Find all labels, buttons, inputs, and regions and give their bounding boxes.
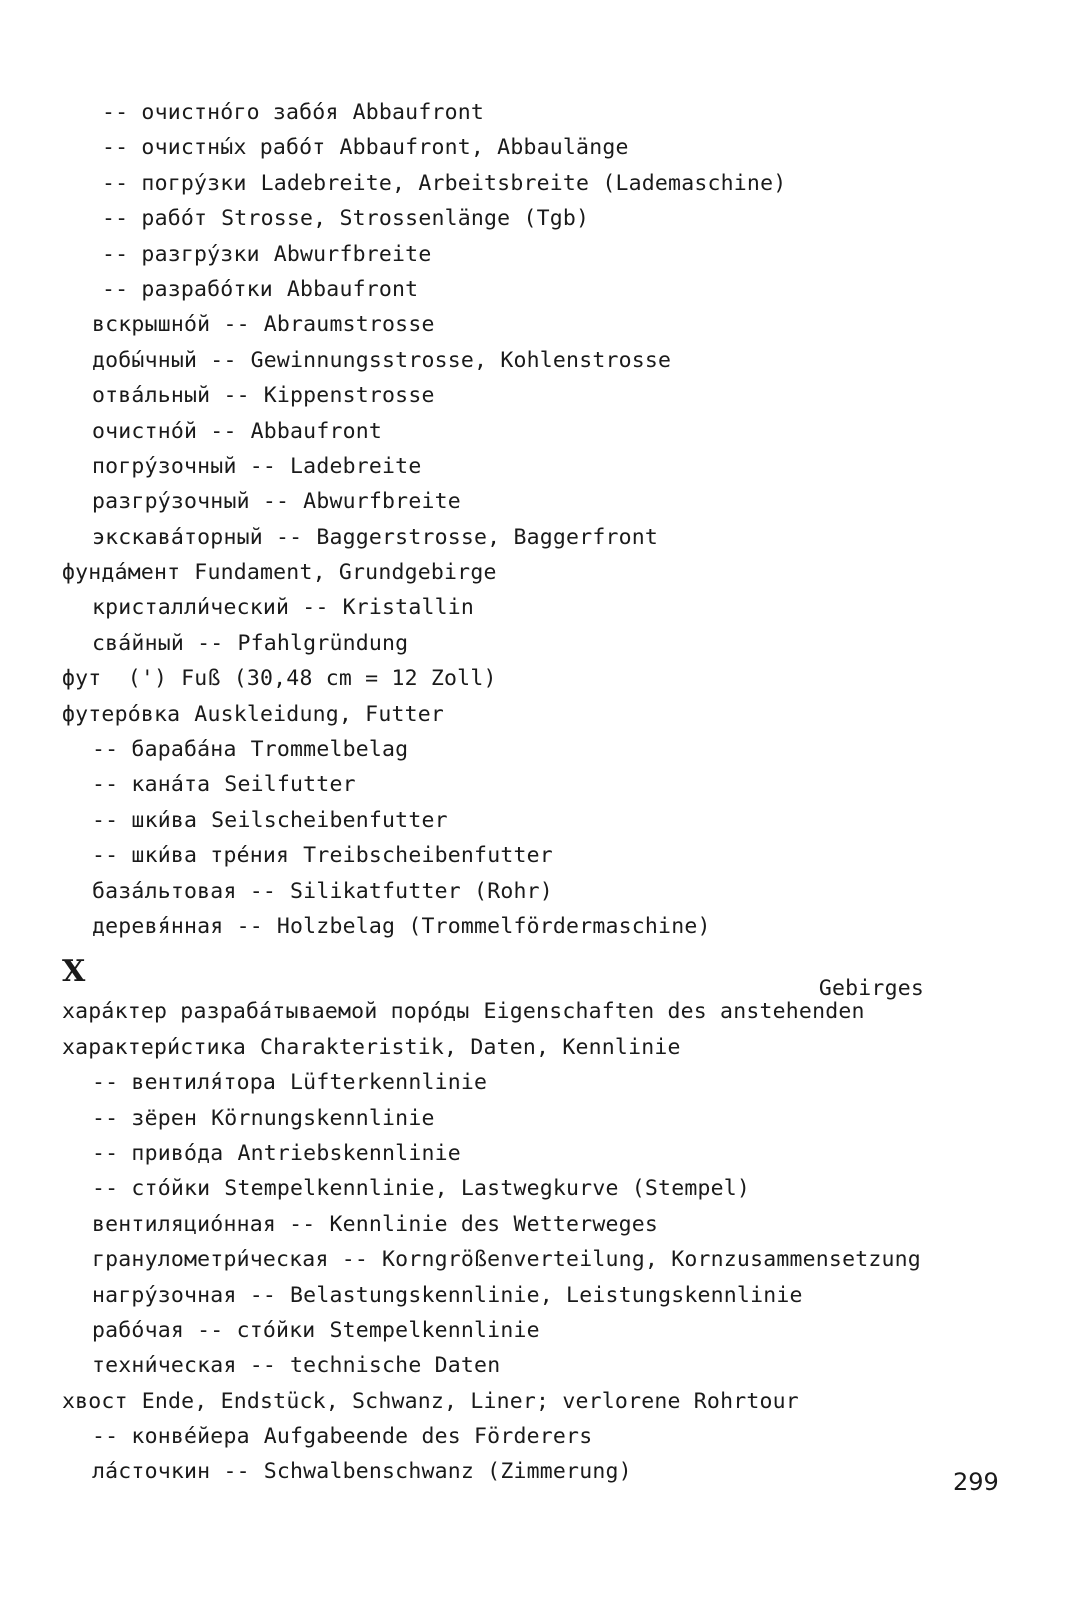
dictionary-entry — [62, 201, 1042, 236]
german-translation: Strosse, Strossenlänge (Tgb) — [221, 206, 590, 232]
russian-term: хара́ктер разраба́тываемой поро́ды — [62, 999, 470, 1025]
russian-term: -- сто́йки — [92, 1176, 211, 1202]
german-translation: Kristallin — [342, 595, 475, 621]
russian-term: ла́сточкин -- — [92, 1459, 250, 1485]
russian-term: разгру́зочный -- — [92, 489, 290, 515]
german-translation: Ladebreite — [290, 453, 422, 479]
russian-term: -- бараба́на — [92, 737, 237, 763]
russian-term: рабо́чая -- сто́йки — [92, 1317, 316, 1343]
dictionary-entry — [62, 1207, 1042, 1242]
russian-term: деревя́нная -- — [92, 913, 263, 939]
russian-term: нагру́зочная -- — [92, 1282, 277, 1308]
russian-term: -- зёрен — [92, 1105, 198, 1131]
russian-term: -- конве́йера — [92, 1424, 250, 1450]
dictionary-entry — [62, 803, 1042, 838]
dictionary-entry — [62, 661, 1042, 696]
russian-term: -- очистно́го забо́я — [102, 100, 339, 125]
german-translation: Abraumstrosse — [263, 312, 435, 338]
russian-term: сва́йный -- — [92, 630, 224, 656]
russian-term: отва́льный -- — [92, 383, 250, 409]
russian-term: фунда́мент — [62, 560, 181, 586]
russian-term: гранулометри́ческая -- — [92, 1247, 369, 1273]
russian-term: очистно́й -- — [92, 418, 237, 444]
dictionary-entry — [62, 237, 1042, 272]
dictionary-entry — [62, 590, 1042, 625]
russian-term: хвост — [62, 1388, 128, 1414]
russian-term: -- очистны́х рабо́т — [102, 135, 326, 161]
dictionary-entry — [62, 449, 1042, 484]
german-translation: Abbaufront, Abbaulänge — [339, 135, 629, 161]
russian-term: -- шки́ва тре́ния — [92, 843, 290, 869]
german-translation: Baggerstrosse, Baggerfront — [316, 524, 659, 550]
german-translation: Lüfterkennlinie — [290, 1070, 488, 1096]
german-translation: Gewinnungsstrosse, Kohlenstrosse — [250, 347, 672, 373]
translation-continuation: Gebirges — [818, 976, 924, 1002]
dictionary-entry — [62, 1313, 1042, 1348]
russian-term: вскрышно́й -- — [92, 312, 250, 338]
german-translation: Abbaufront — [352, 100, 485, 125]
russian-term: -- разгру́зки — [102, 241, 260, 267]
dictionary-entry — [62, 1030, 1042, 1065]
russian-term: вентиляцио́нная -- — [92, 1211, 316, 1237]
german-translation: Eigenschaften des anstehenden — [483, 999, 865, 1025]
german-translation: Stempelkennlinie — [329, 1317, 540, 1343]
russian-term: характери́стика — [62, 1034, 247, 1060]
german-translation: Abbaufront — [286, 276, 419, 302]
dictionary-entry — [62, 414, 1042, 449]
german-translation: Kippenstrosse — [263, 383, 435, 409]
german-translation: Belastungskennlinie, Leistungskennlinie — [290, 1282, 803, 1308]
dictionary-entry — [62, 697, 1042, 732]
dictionary-entry — [62, 1136, 1042, 1171]
german-translation: Trommelbelag — [250, 737, 409, 763]
dictionary-entry — [62, 1065, 1042, 1100]
russian-term: -- погру́зки — [102, 170, 247, 196]
german-translation: Holzbelag (Trommelfördermaschine) — [276, 913, 711, 939]
russian-term: кристалли́ческий -- — [92, 595, 329, 621]
dictionary-entry — [62, 1454, 1042, 1489]
german-translation: Treibscheibenfutter — [303, 843, 553, 869]
russian-term: погру́зочный -- — [92, 453, 277, 479]
dictionary-entry — [62, 95, 1042, 130]
german-translation: Korngrößenverteilung, Kornzusammensetzung — [382, 1247, 921, 1273]
dictionary-entry — [62, 732, 1042, 767]
entry-list — [62, 95, 1042, 1490]
dictionary-entry — [62, 874, 1042, 909]
dictionary-entry — [62, 520, 1042, 555]
russian-term: экскава́торный -- — [92, 524, 303, 550]
dictionary-entry — [62, 1242, 1042, 1277]
russian-term: футеро́вка — [62, 701, 181, 727]
russian-term: -- шки́ва — [92, 807, 198, 833]
russian-term: -- приво́да — [92, 1140, 224, 1166]
russian-term: -- разрабо́тки — [102, 276, 273, 302]
dictionary-entry — [62, 1384, 1042, 1419]
dictionary-entry — [62, 1171, 1042, 1206]
dictionary-entry — [62, 976, 1042, 1029]
dictionary-entry — [62, 1278, 1042, 1313]
german-translation: Abwurfbreite — [303, 489, 461, 515]
russian-term: добы́чный -- — [92, 347, 237, 373]
german-translation: Seilscheibenfutter — [211, 807, 448, 833]
section-letter: X — [62, 954, 86, 990]
russian-term: -- рабо́т — [102, 206, 208, 232]
dictionary-entry — [62, 343, 1042, 378]
dictionary-entry — [62, 272, 1042, 307]
dictionary-entry — [62, 1101, 1042, 1136]
german-translation: Charakteristik, Daten, Kennlinie — [260, 1034, 681, 1060]
russian-term: фут (') — [62, 666, 168, 692]
russian-term: -- вентиля́тора — [92, 1070, 277, 1096]
dictionary-entry — [62, 838, 1042, 873]
dictionary-entry — [62, 555, 1042, 590]
german-translation: Stempelkennlinie, Lastwegkurve (Stempel) — [224, 1176, 751, 1202]
dictionary-entry — [62, 1419, 1042, 1454]
dictionary-entry — [62, 484, 1042, 519]
dictionary-entry — [62, 909, 1042, 944]
german-translation: Abwurfbreite — [273, 241, 432, 267]
german-translation: Schwalbenschwanz (Zimmerung) — [263, 1459, 632, 1485]
german-translation: Kennlinie des Wetterweges — [329, 1211, 659, 1237]
page-number: 299 — [953, 1468, 999, 1496]
dictionary-entry — [62, 767, 1042, 802]
russian-term: техни́ческая -- — [92, 1353, 277, 1379]
dictionary-entry — [62, 378, 1042, 413]
german-translation: Auskleidung, Futter — [194, 701, 445, 727]
german-translation: Silikatfutter (Rohr) — [290, 878, 553, 904]
dictionary-entry — [62, 626, 1042, 661]
dictionary-entry — [62, 1348, 1042, 1383]
dictionary-entry — [62, 130, 1042, 165]
german-translation: Ladebreite, Arbeitsbreite (Lademaschine) — [260, 170, 787, 196]
german-translation: Körnungskennlinie — [211, 1105, 435, 1131]
german-translation: technische Daten — [290, 1353, 501, 1379]
german-translation: Pfahlgründung — [237, 630, 409, 656]
dictionary-entry — [62, 166, 1042, 201]
german-translation: Aufgabeende des Förderers — [263, 1424, 593, 1450]
german-translation: Abbaufront — [250, 418, 383, 444]
german-translation: Ende, Endstück, Schwanz, Liner; verlorene Rohrtour — [141, 1388, 799, 1414]
dictionary-entry — [62, 307, 1042, 342]
german-translation: Seilfutter — [224, 772, 356, 798]
german-translation: Antriebskennlinie — [237, 1140, 461, 1166]
russian-term: база́льтовая -- — [92, 878, 277, 904]
german-translation: Fundament, Grundgebirge — [194, 560, 497, 586]
russian-term: -- кана́та — [92, 772, 211, 798]
german-translation: Fuß (30,48 cm = 12 Zoll) — [181, 666, 497, 692]
